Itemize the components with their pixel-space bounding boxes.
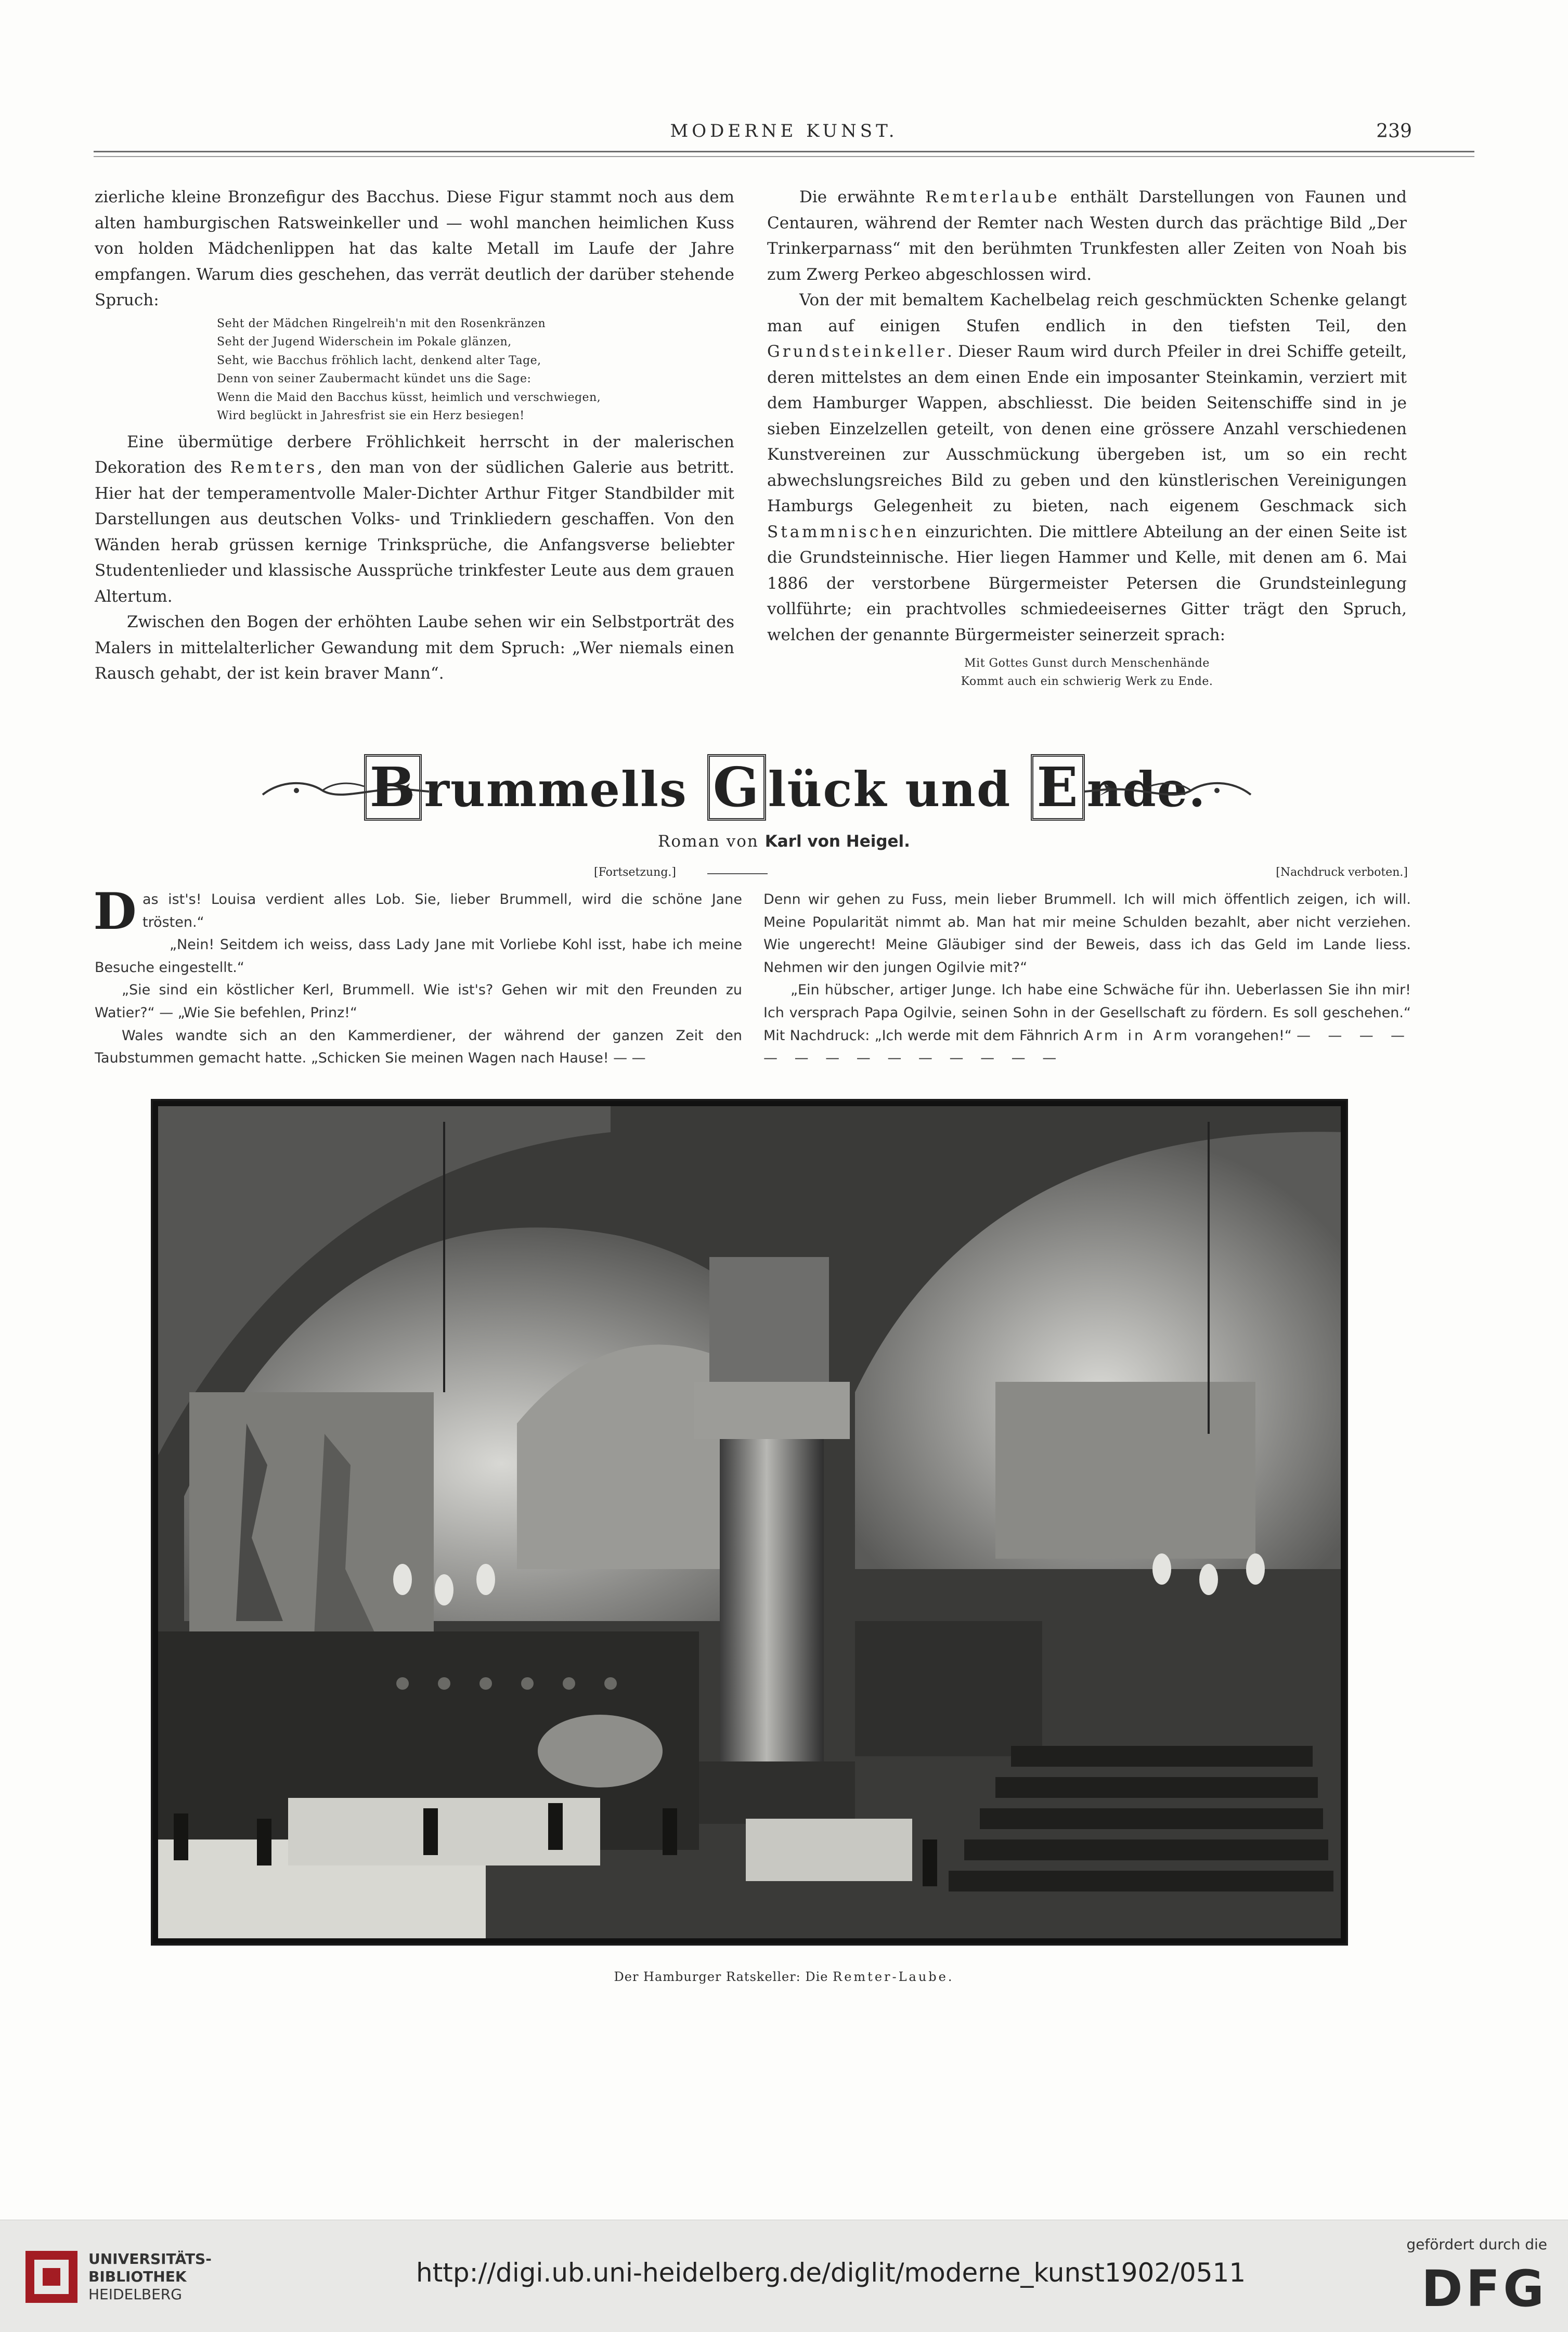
caption-text: Der Hamburger Ratskeller: Die bbox=[614, 1970, 833, 1984]
library-name bbox=[88, 2250, 212, 2303]
byline bbox=[0, 832, 1568, 851]
author-name: Karl von Heigel. bbox=[764, 832, 910, 851]
verse-block bbox=[767, 654, 1407, 691]
text-run: as ist's! Louisa verdient alles Lob. Sie, lieber Brummell, wird die schöne Jane trösten.“ bbox=[142, 891, 742, 930]
title-initial: E bbox=[1031, 754, 1084, 821]
novel-title bbox=[0, 754, 1568, 821]
library-line: HEIDELBERG bbox=[88, 2286, 182, 2303]
dfg-logo bbox=[1421, 2260, 1547, 2318]
text-run: . Dieser Raum wird durch Pfeiler in drei Schiffe geteilt, deren mittelstes an dem einen Ende ein imposanter Steinkamin, verziert mit dem Hamburger Wappen, abschliesst. Die beiden Seitenschiffe sind in je sieben Einzelzellen geteilt, von denen eine grössere Anzahl verschiedenen Kunstvereinen zur Ausschmückung übergeben ist, um so ein recht abwechslungsreiches Bild zu geben und den künstlerischen Vereinigungen Hamburgs Gelegenheit zu bieten, nach eigenem Geschmack sich bbox=[767, 342, 1407, 515]
header-rule-thin bbox=[94, 156, 1474, 157]
header-rule bbox=[94, 151, 1474, 152]
rights-tag: [Nachdruck verboten.] bbox=[1276, 866, 1408, 879]
novel-paragraph bbox=[93, 882, 742, 941]
novel-paragraph: „Nein! Seitdem ich weiss, dass Lady Jane mit Vorliebe Kohl isst, habe ich meine Besuche eingestellt.“ bbox=[95, 937, 742, 976]
vaulted-cellar-illustration bbox=[153, 1101, 1346, 1944]
verse-block bbox=[217, 315, 734, 425]
drop-cap: D bbox=[93, 882, 137, 941]
novel-paragraph: Denn wir gehen zu Fuss, mein lieber Brummell. Ich will mich öffentlich zeigen, ich will. Meine Popularität nimmt ab. Man hat mir meine Schulden bezahlt, aber nicht verziehen. Wie ungerecht! Meine Gläubiger sind der Beweis, dass ich das Geld im Lande liess. Nehmen wir den jungen Ogilvie mit?“ bbox=[763, 891, 1411, 976]
library-line: UNIVERSITÄTS- bbox=[88, 2250, 212, 2268]
article-paragraph: Zwischen den Bogen der erhöhten Laube sehen wir ein Selbstporträt des Malers in mittelalterlicher Gewandung mit dem Spruch: „Wer niemals einen Rausch gehabt, der ist kein braver Mann“. bbox=[95, 613, 734, 683]
article-paragraph bbox=[95, 430, 734, 610]
text-run: einzurichten. Die mittlere Abteilung an der einen Seite ist die Grundsteinnische. Hier liegen Hammer und Kelle, mit denen am 6. Mai 1886 der verstorbene Bürgermeister Petersen die Grundsteinlegung vollführte; ein prachtvolles schmiedeeisernes Gitter trägt den Spruch, welchen der genannte Bürgermeister seinerzeit sprach: bbox=[767, 522, 1407, 644]
title-initial: B bbox=[364, 754, 422, 821]
emphasis-spaced: Stammnischen bbox=[767, 522, 919, 541]
text-run: enthält Darstellungen von Faunen und Centauren, während der Remter nach Westen durch das prächtige Bild „Der Trinkerparnass“ mit den berühmten Trunkfesten aller Zeiten von Noah bis zum Zwerg Perkeo abgeschlossen wird. bbox=[767, 188, 1407, 284]
verse-line: Mit Gottes Gunst durch Menschenhände bbox=[964, 657, 1210, 670]
emphasis-spaced: Grundsteinkeller bbox=[767, 342, 948, 361]
text-run: vorangehen!“ bbox=[1189, 1027, 1292, 1044]
verse-line: Wird beglückt in Jahresfrist sie ein Herz besiegen! bbox=[217, 409, 525, 422]
funded-by-label: gefördert durch die bbox=[1406, 2236, 1547, 2253]
page-number: 239 bbox=[1376, 121, 1412, 142]
byline-prefix: Roman von bbox=[658, 832, 765, 851]
ornamental-dash bbox=[707, 873, 768, 874]
verse-line: Denn von seiner Zaubermacht kündet uns die Sage: bbox=[217, 372, 532, 385]
title-text: lück und bbox=[768, 761, 1029, 818]
article-column-left bbox=[95, 185, 734, 687]
text-run: Von der mit bemaltem Kachelbelag reich geschmückten Schenke gelangt man auf einigen Stufen endlich in den tiefsten Teil, den bbox=[767, 291, 1407, 335]
novel-title-block bbox=[0, 754, 1568, 858]
verse-line: Seht der Jugend Widerschein im Pokale glänzen, bbox=[217, 335, 512, 348]
caption-emphasis: Remter-Laube. bbox=[833, 1970, 954, 1984]
title-text: rummells bbox=[424, 761, 705, 818]
flourish-ornament-right bbox=[1082, 775, 1253, 806]
novel-column-left bbox=[93, 882, 742, 1070]
novel-paragraph bbox=[763, 979, 1411, 1069]
ratskeller-photograph bbox=[151, 1099, 1348, 1946]
dfg-logo-text: DFG bbox=[1421, 2260, 1547, 2318]
article-paragraph bbox=[767, 288, 1407, 648]
text-run: „Ein hübscher, artiger Junge. Ich habe eine Schwäche für ihn. Ueberlassen Sie ihn mir! Ich versprach Papa Ogilvie, seinen Sohn in der Gesellschaft zu fördern. Es soll geschehen.“ Mit Nachdruck: „Ich werde mit dem Fähnrich bbox=[763, 982, 1411, 1044]
article-column-right bbox=[767, 185, 1407, 691]
article-paragraph: zierliche kleine Bronzefigur des Bacchus. Diese Figur stammt noch aus dem alten hamburgischen Ratsweinkeller und — wohl manchen heimlichen Kuss von holden Mädchenlippen hat das kalte Metall im Laufe der Jahre empfangen. Warum dies geschehen, das verrät deutlich der darüber stehende Spruch: bbox=[95, 188, 734, 309]
continued-tag: [Fortsetzung.] bbox=[594, 866, 676, 879]
dash-run: — — — — — — — — — — — — — — bbox=[763, 1027, 1411, 1067]
title-initial: G bbox=[707, 754, 766, 821]
verse-line: Kommt auch ein schwierig Werk zu Ende. bbox=[961, 675, 1213, 688]
verse-line: Seht der Mädchen Ringelreih'n mit den Rosenkränzen bbox=[217, 317, 546, 330]
novel-tag-row bbox=[95, 866, 1408, 887]
article-paragraph bbox=[767, 185, 1407, 288]
running-title: MODERNE KUNST. bbox=[670, 121, 898, 141]
running-header bbox=[0, 121, 1568, 152]
photo-caption bbox=[0, 1970, 1568, 1984]
digitization-footer bbox=[0, 2220, 1568, 2332]
text-run: Die erwähnte bbox=[799, 188, 926, 206]
verse-line: Wenn die Maid den Bacchus küsst, heimlich und verschwiegen, bbox=[217, 391, 601, 404]
emphasis-spaced: Remters bbox=[230, 458, 318, 477]
novel-paragraph: „Sie sind ein köstlicher Kerl, Brummell. Wie ist's? Gehen wir mit den Freunden zu Watier?“ — „Wie Sie befehlen, Prinz!“ bbox=[95, 982, 742, 1021]
university-seal-icon bbox=[23, 2248, 80, 2305]
library-line: BIBLIOTHEK bbox=[88, 2268, 187, 2285]
text-run: Eine übermütige derbere Fröhlichkeit herrscht in der malerischen Dekoration des bbox=[95, 432, 734, 477]
emphasis-spaced: Arm in Arm bbox=[1083, 1027, 1190, 1044]
title-text: nde. bbox=[1086, 761, 1207, 818]
source-link[interactable]: http://digi.ub.uni-heidelberg.de/diglit/moderne_kunst1902/0511 bbox=[416, 2258, 1246, 2288]
text-run: , den man von der südlichen Galerie aus betritt. Hier hat der temperamentvolle Maler-Dichter Arthur Fitger Standbilder mit Darstellungen aus deutschen Volks- und Trinkliedern geschaffen. Von den Wänden herab grüssen kernige Trinksprüche, die Anfangsverse beliebter Studentenlieder und klassische Aussprüche trinkfester Leute aus dem grauen Altertum. bbox=[95, 458, 734, 606]
novel-paragraph: Wales wandte sich an den Kammerdiener, der während der ganzen Zeit den Taubstummen gemacht hatte. „Schicken Sie meinen Wagen nach Hause! — — bbox=[95, 1027, 742, 1067]
novel-column-right bbox=[763, 888, 1411, 1070]
emphasis-spaced: Remterlaube bbox=[925, 188, 1060, 206]
verse-line: Seht, wie Bacchus fröhlich lacht, denkend alter Tage, bbox=[217, 354, 541, 367]
